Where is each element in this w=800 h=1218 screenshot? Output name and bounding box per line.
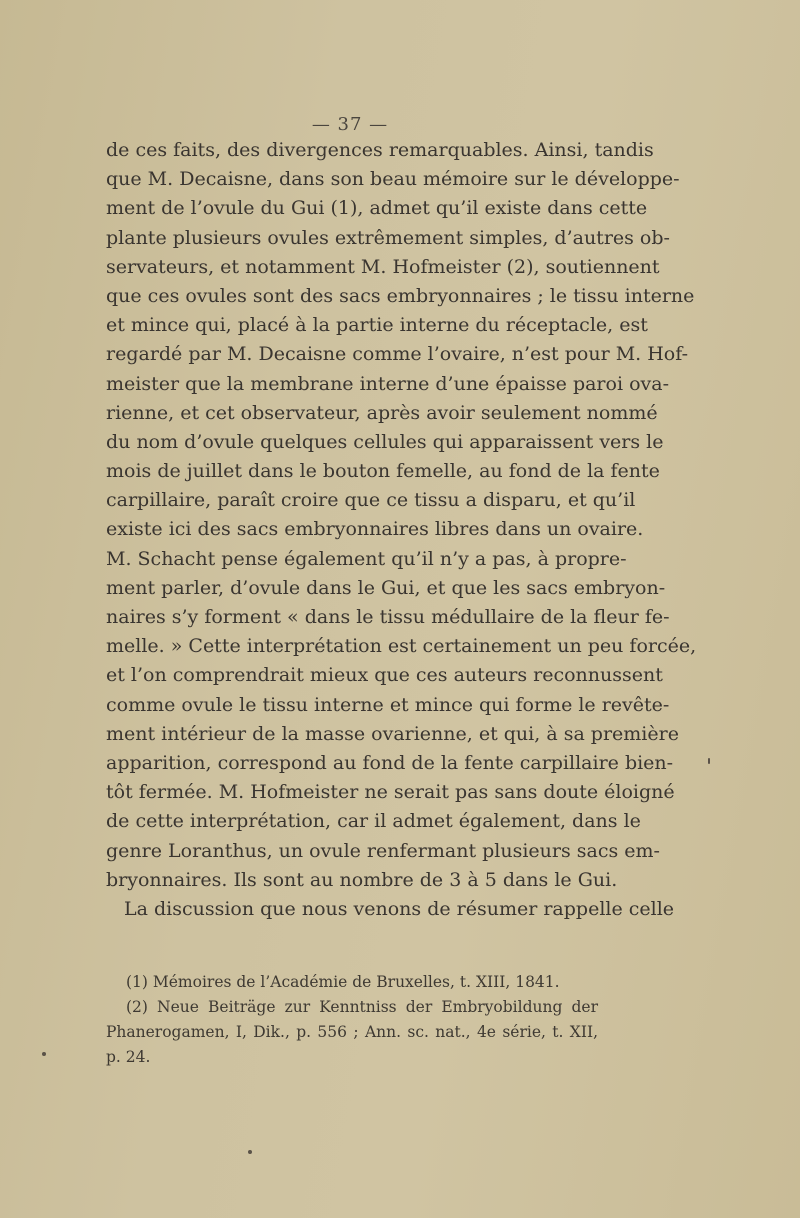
text-line: genre Loranthus, un ovule renfermant plusieurs sacs em- xyxy=(106,839,660,862)
text-line: carpillaire, paraît croire que ce tissu a disparu, et qu’il xyxy=(106,489,636,512)
paper-speck xyxy=(248,1150,252,1154)
body-text xyxy=(106,136,697,924)
text-line: de cette interprétation, car il admet également, dans le xyxy=(106,810,641,833)
text-line: servateurs, et notamment M. Hofmeister (2), soutiennent xyxy=(106,255,660,278)
text-line: rienne, et cet observateur, après avoir seulement nommé xyxy=(106,401,658,424)
text-line: La discussion que nous venons de résumer rappelle celle xyxy=(124,897,675,920)
text-line: naires s’y forment « dans le tissu médullaire de la fleur fe- xyxy=(106,606,670,628)
text-line: meister que la membrane interne d’une épaisse paroi ova- xyxy=(106,372,669,395)
text-line: apparition, correspond au fond de la fente carpillaire bien- xyxy=(106,751,674,774)
text-line: tôt fermée. M. Hofmeister ne serait pas sans doute éloigné xyxy=(106,781,675,804)
footnotes xyxy=(106,970,598,1070)
footnote-line: p. 24. xyxy=(106,1048,151,1066)
paper-speck xyxy=(42,1052,46,1056)
text-line: ment de l’ovule du Gui (1), admet qu’il existe dans cette xyxy=(106,197,648,220)
text-line: et mince qui, placé à la partie interne du réceptacle, est xyxy=(106,314,648,337)
footnote-line: Phanerogamen, I, Dik., p. 556 ; Ann. sc. nat., 4e série, t. XII, xyxy=(106,1023,598,1041)
text-line: bryonnaires. Ils sont au nombre de 3 à 5 dans le Gui. xyxy=(106,868,618,891)
text-line: ment parler, d’ovule dans le Gui, et que les sacs embryon- xyxy=(106,576,666,599)
text-line: regardé par M. Decaisne comme l’ovaire, n’est pour M. Hof- xyxy=(106,343,689,366)
text-line: que ces ovules sont des sacs embryonnaires ; le tissu interne xyxy=(106,284,695,307)
footnote-line: (1) Mémoires de l’Académie de Bruxelles, t. XIII, 1841. xyxy=(126,973,560,991)
text-line: melle. » Cette interprétation est certainement un peu forcée, xyxy=(106,635,697,658)
text-line: de ces faits, des divergences remarquables. Ainsi, tandis xyxy=(106,139,654,161)
text-line: et l’on comprendrait mieux que ces auteurs reconnussent xyxy=(106,664,663,687)
page-number: — 37 — xyxy=(311,114,389,135)
paper-speck xyxy=(708,758,710,764)
text-line: comme ovule le tissu interne et mince qui forme le revête- xyxy=(106,693,670,716)
text-line: plante plusieurs ovules extrêmement simples, d’autres ob- xyxy=(106,226,670,249)
text-line: que M. Decaisne, dans son beau mémoire sur le développe- xyxy=(106,168,680,191)
text-line: du nom d’ovule quelques cellules qui apparaissent vers le xyxy=(106,430,664,453)
text-line: existe ici des sacs embryonnaires libres dans un ovaire. xyxy=(106,518,644,541)
text-line: M. Schacht pense également qu’il n’y a pas, à propre- xyxy=(106,547,627,570)
footnote-line: (2) Neue Beiträge zur Kenntniss der Embryobildung der xyxy=(126,998,598,1016)
text-line: mois de juillet dans le bouton femelle, au fond de la fente xyxy=(106,460,660,483)
text-line: ment intérieur de la masse ovarienne, et qui, à sa première xyxy=(106,722,679,745)
